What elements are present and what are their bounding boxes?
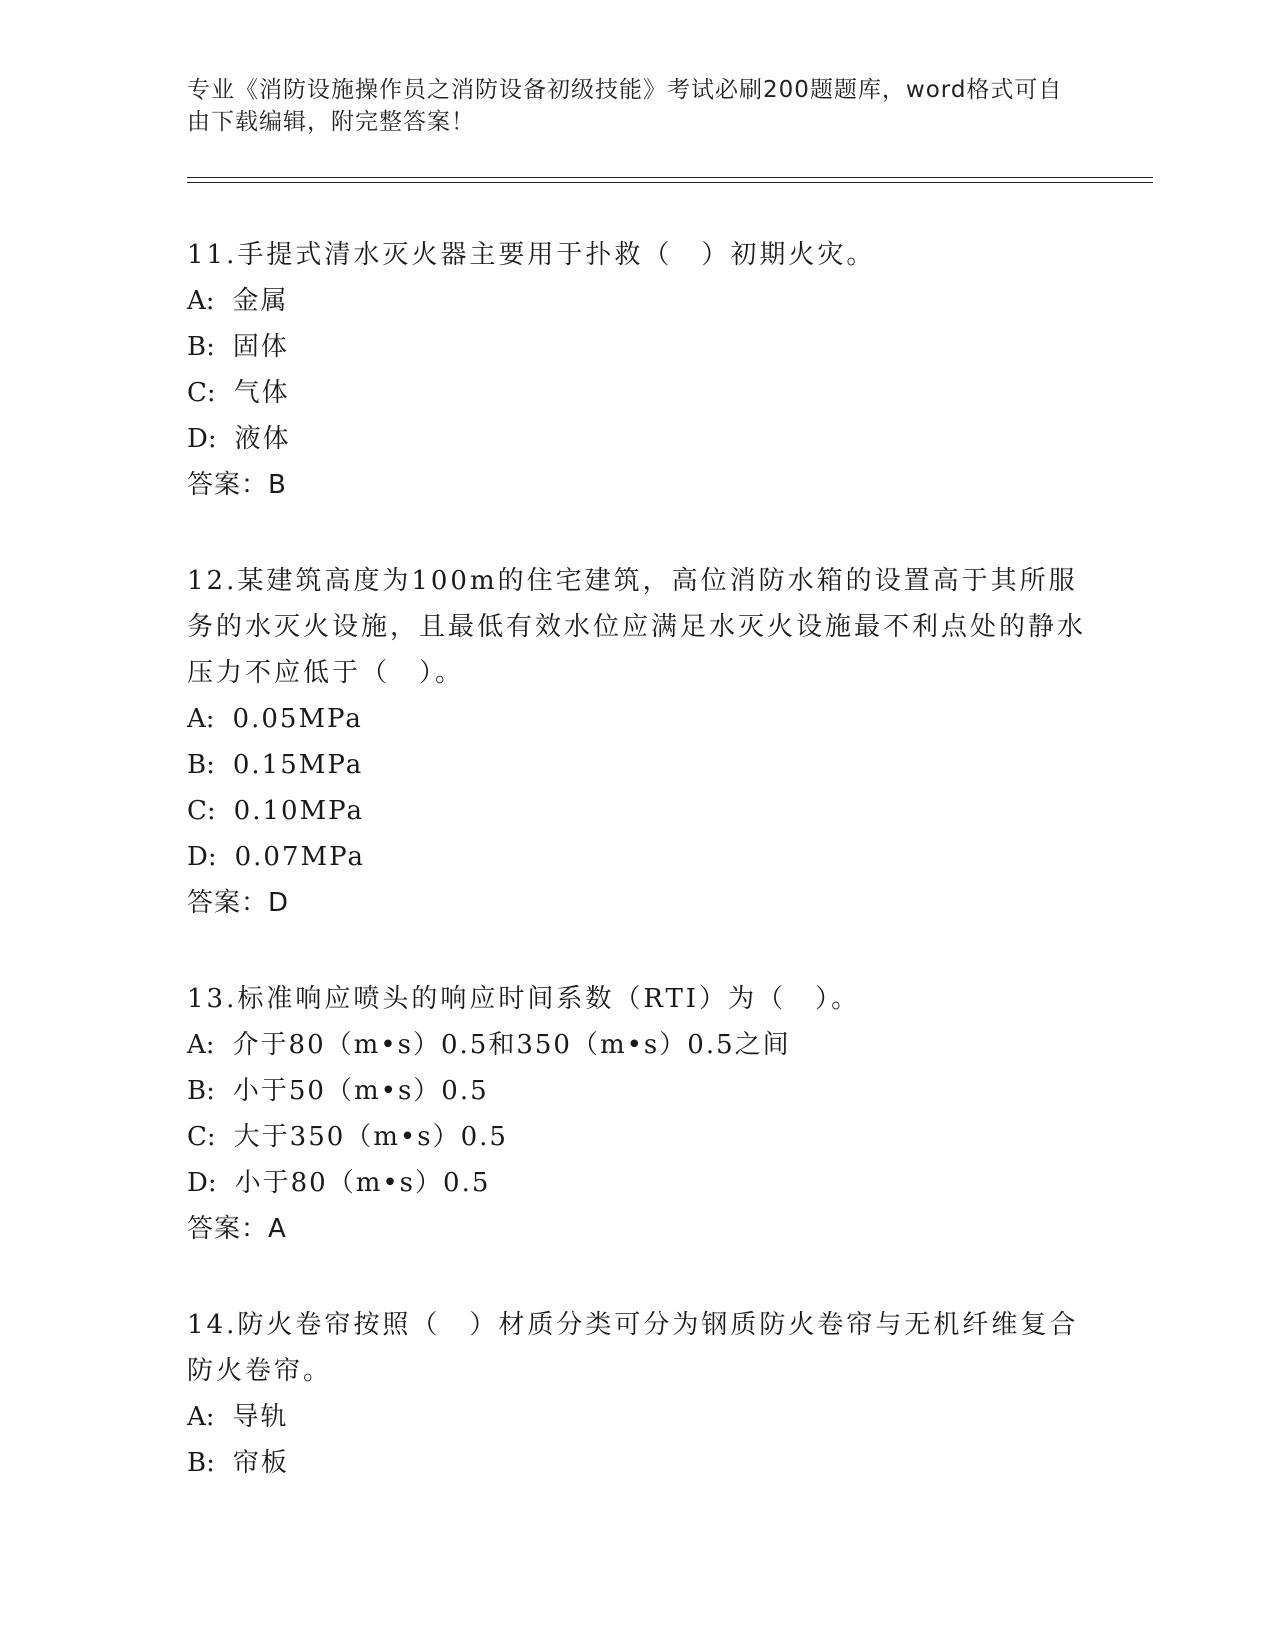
option-letter: C: xyxy=(187,378,216,408)
option-letter: D: xyxy=(187,1168,217,1198)
option-text: 金属 xyxy=(232,286,289,316)
option-letter: A: xyxy=(187,1402,215,1432)
answer-option xyxy=(187,788,1087,834)
option-letter: B: xyxy=(187,332,215,362)
option-text: 小于80（m•s）0.5 xyxy=(234,1168,491,1198)
option-text: 帘板 xyxy=(232,1448,289,1478)
question-block xyxy=(187,1302,1087,1486)
header-divider-bottom xyxy=(187,182,1153,183)
answer-option xyxy=(187,1114,1087,1160)
option-text: 小于50（m•s）0.5 xyxy=(232,1076,489,1106)
option-text: 液体 xyxy=(234,424,291,454)
option-letter: A: xyxy=(187,286,215,316)
header-divider-top xyxy=(187,177,1153,178)
answer-option xyxy=(187,1160,1087,1206)
option-text: 气体 xyxy=(233,378,290,408)
answer-option xyxy=(187,416,1087,462)
question-block xyxy=(187,232,1087,508)
question-stem: 11.手提式清水灭火器主要用于扑救（ ）初期火灾。 xyxy=(187,240,876,270)
answer-option xyxy=(187,370,1087,416)
question-stem: 13.标准响应喷头的响应时间系数（RTI）为（ ）。 xyxy=(187,984,861,1014)
option-text: 大于350（m•s）0.5 xyxy=(233,1122,508,1152)
answer-option xyxy=(187,834,1087,880)
option-letter: B: xyxy=(187,1448,215,1478)
option-text: 0.10MPa xyxy=(233,796,364,826)
answer-option xyxy=(187,324,1087,370)
answer-option xyxy=(187,1440,1087,1486)
answer-key: 答案：B xyxy=(187,470,287,500)
option-letter: A: xyxy=(187,1030,215,1060)
answer-option xyxy=(187,742,1087,788)
option-letter: D: xyxy=(187,842,217,872)
option-letter: D: xyxy=(187,424,217,454)
answer-option xyxy=(187,1022,1087,1068)
answer-option xyxy=(187,278,1087,324)
answer-key: 答案：A xyxy=(187,1214,287,1244)
question-block xyxy=(187,558,1087,926)
option-text: 0.07MPa xyxy=(234,842,365,872)
option-text: 导轨 xyxy=(232,1402,289,1432)
option-text: 0.05MPa xyxy=(232,704,363,734)
question-block xyxy=(187,976,1087,1252)
answer-option xyxy=(187,1394,1087,1440)
option-letter: C: xyxy=(187,1122,216,1152)
option-letter: A: xyxy=(187,704,215,734)
document-header: 专业《消防设施操作员之消防设备初级技能》考试必刷200题题库，word格式可自由下载编辑，附完整答案！ xyxy=(187,77,1063,135)
answer-option xyxy=(187,696,1087,742)
option-text: 0.15MPa xyxy=(232,750,364,780)
question-list xyxy=(187,232,1087,1486)
answer-key: 答案：D xyxy=(187,888,290,918)
question-stem: 14.防火卷帘按照（ ）材质分类可分为钢质防火卷帘与无机纤维复合防火卷帘。 xyxy=(187,1310,1079,1386)
option-text: 介于80（m•s）0.5和350（m•s）0.5之间 xyxy=(232,1030,791,1060)
option-letter: B: xyxy=(187,750,215,780)
option-letter: B: xyxy=(187,1076,215,1106)
answer-option xyxy=(187,1068,1087,1114)
question-stem: 12.某建筑高度为100m的住宅建筑，高位消防水箱的设置高于其所服务的水灭火设施，且最低有效水位应满足水灭火设施最不利点处的静水压力不应低于（ ）。 xyxy=(187,566,1087,688)
option-text: 固体 xyxy=(232,332,289,362)
option-letter: C: xyxy=(187,796,216,826)
